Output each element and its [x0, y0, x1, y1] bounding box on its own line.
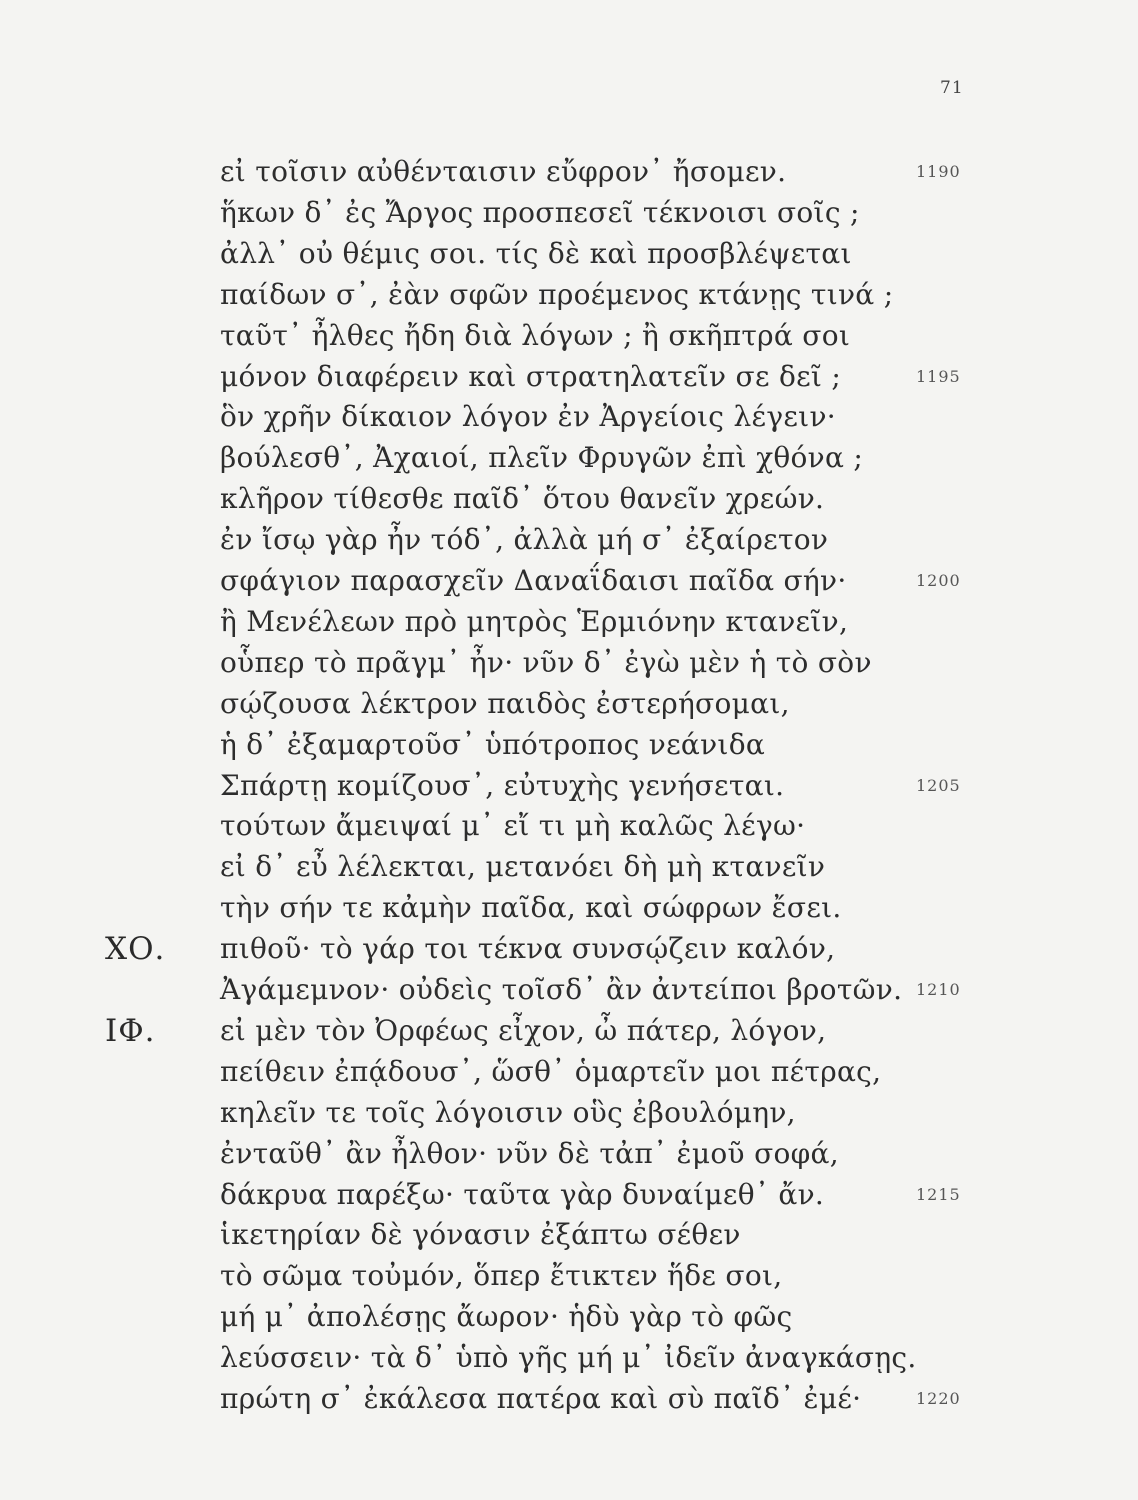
line-number: 1200 [916, 571, 961, 590]
verse-text: κλῆρον τίθεσθε παῖδ᾽ ὅτου θανεῖν χρεών. [220, 482, 825, 516]
verse-line [0, 1215, 1138, 1255]
verse-text: πιθοῦ· τὸ γάρ τοι τέκνα συνσῴζειν καλόν, [220, 932, 836, 966]
verse-text: μή μ᾽ ἀπολέσῃς ἄωρον· ἡδὺ γὰρ τὸ φῶς [220, 1300, 793, 1334]
verse-text: εἰ δ᾽ εὖ λέλεκται, μετανόει δὴ μὴ κτανεῖν [220, 850, 826, 884]
verse-text: παίδων σ᾽, ἐὰν σφῶν προέμενος κτάνῃς τινά ; [220, 277, 894, 311]
verse-line [0, 929, 1138, 969]
verse-text: Σπάρτῃ κομίζουσ᾽, εὐτυχὴς γενήσεται. [220, 768, 785, 802]
verse-line [0, 561, 1138, 601]
verse-text: σφάγιον παρασχεῖν Δαναΐδαισι παῖδα σήν· [220, 564, 847, 597]
verse-text: ἡ δ᾽ ἐξαμαρτοῦσ᾽ ὑπότροπος νεάνιδα [220, 727, 766, 761]
verse-line [0, 1338, 1138, 1378]
verse-text: βούλεσθ᾽, Ἀχαιοί, πλεῖν Φρυγῶν ἐπὶ χθόνα ; [220, 441, 864, 475]
verse-line [0, 1093, 1138, 1133]
verse-line [0, 1052, 1138, 1092]
verse-text: ἐνταῦθ᾽ ἂν ἦλθον· νῦν δὲ τἀπ᾽ ἐμοῦ σοφά, [220, 1136, 839, 1170]
verse-line [0, 1379, 1138, 1419]
line-number: 1220 [916, 1389, 961, 1408]
verse-line [0, 806, 1138, 846]
verse-line [0, 970, 1138, 1010]
verse-line [0, 1134, 1138, 1174]
verse-line [0, 520, 1138, 560]
verse-text: λεύσσειν· τὰ δ᾽ ὑπὸ γῆς μή μ᾽ ἰδεῖν ἀναγκάσῃς. [220, 1341, 917, 1375]
verse-line [0, 1256, 1138, 1296]
verse-text: ἥκων δ᾽ ἐς Ἄργος προσπεσεῖ τέκνοισι σοῖς ; [220, 195, 860, 229]
verse-line [0, 766, 1138, 806]
verse-line [0, 1175, 1138, 1215]
verse-line [0, 684, 1138, 724]
verse-text: ἀλλ᾽ οὐ θέμις σοι. τίς δὲ καὶ προσβλέψεται [220, 236, 852, 270]
verse-text: Ἀγάμεμνον· οὐδεὶς τοῖσδ᾽ ἂν ἀντείποι βροτῶν. [220, 973, 903, 1006]
verse-line [0, 1011, 1138, 1051]
verse-text: μόνον διαφέρειν καὶ στρατηλατεῖν σε δεῖ ; [220, 359, 842, 393]
verse-line [0, 397, 1138, 437]
verse-text: τὴν σήν τε κἀμὴν παῖδα, καὶ σώφρων ἔσει. [220, 891, 842, 925]
line-number: 1210 [916, 980, 961, 999]
verse-line [0, 357, 1138, 397]
verse-line [0, 234, 1138, 274]
verse-text: ἢ Μενέλεων πρὸ μητρὸς Ἑρμιόνην κτανεῖν, [220, 604, 849, 638]
verse-line [0, 602, 1138, 642]
verse-line [0, 316, 1138, 356]
verse-line [0, 643, 1138, 683]
verse-text: τούτων ἄμειψαί μ᾽ εἴ τι μὴ καλῶς λέγω· [220, 809, 806, 843]
verse-text: ἐν ἴσῳ γὰρ ἦν τόδ᾽, ἀλλὰ μή σ᾽ ἐξαίρετον [220, 523, 829, 557]
line-number: 1190 [916, 162, 961, 181]
verse-text: τὸ σῶμα τοὐμόν, ὅπερ ἔτικτεν ἥδε σοι, [220, 1259, 783, 1293]
speaker-label: ΧΟ. [105, 931, 166, 968]
verse-text: κηλεῖν τε τοῖς λόγοισιν οὓς ἐβουλόμην, [220, 1095, 796, 1129]
verse-text: πείθειν ἐπᾴδουσ᾽, ὥσθ᾽ ὁμαρτεῖν μοι πέτρας, [220, 1054, 882, 1088]
verse-text: δάκρυα παρέξω· ταῦτα γὰρ δυναίμεθ᾽ ἄν. [220, 1177, 825, 1211]
line-number: 1215 [916, 1184, 961, 1204]
verse-line [0, 275, 1138, 315]
speaker-label: ΙΦ. [105, 1012, 156, 1049]
verse-line [0, 847, 1138, 887]
verse-text: οὗπερ τὸ πρᾶγμ᾽ ἦν· νῦν δ᾽ ἐγὼ μὲν ἡ τὸ σὸν [220, 645, 872, 679]
page-number: 71 [940, 78, 964, 98]
verse-text: ταῦτ᾽ ἦλθες ἤδη διὰ λόγων ; ἢ σκῆπτρά σοι [220, 318, 851, 352]
line-number: 1195 [916, 366, 961, 386]
verse-text: ἱκετηρίαν δὲ γόνασιν ἐξάπτω σέθεν [220, 1218, 741, 1252]
line-number: 1205 [916, 775, 961, 795]
verse-line [0, 193, 1138, 233]
verse-line [0, 725, 1138, 765]
verse-text: πρώτη σ᾽ ἐκάλεσα πατέρα καὶ σὺ παῖδ᾽ ἐμέ· [220, 1382, 862, 1415]
verse-text: εἰ μὲν τὸν Ὀρφέως εἶχον, ὦ πάτερ, λόγον, [220, 1013, 827, 1047]
verse-line [0, 438, 1138, 478]
verse-line [0, 152, 1138, 192]
verse-line [0, 1297, 1138, 1337]
verse-text: σῴζουσα λέκτρον παιδὸς ἐστερήσομαι, [220, 686, 790, 720]
verse-text: ὃν χρῆν δίκαιον λόγον ἐν Ἀργείοις λέγειν· [220, 400, 836, 434]
verse-line [0, 888, 1138, 928]
verse-text: εἰ τοῖσιν αὐθένταισιν εὔφρον᾽ ἤσομεν. [220, 155, 787, 188]
verse-line [0, 479, 1138, 519]
